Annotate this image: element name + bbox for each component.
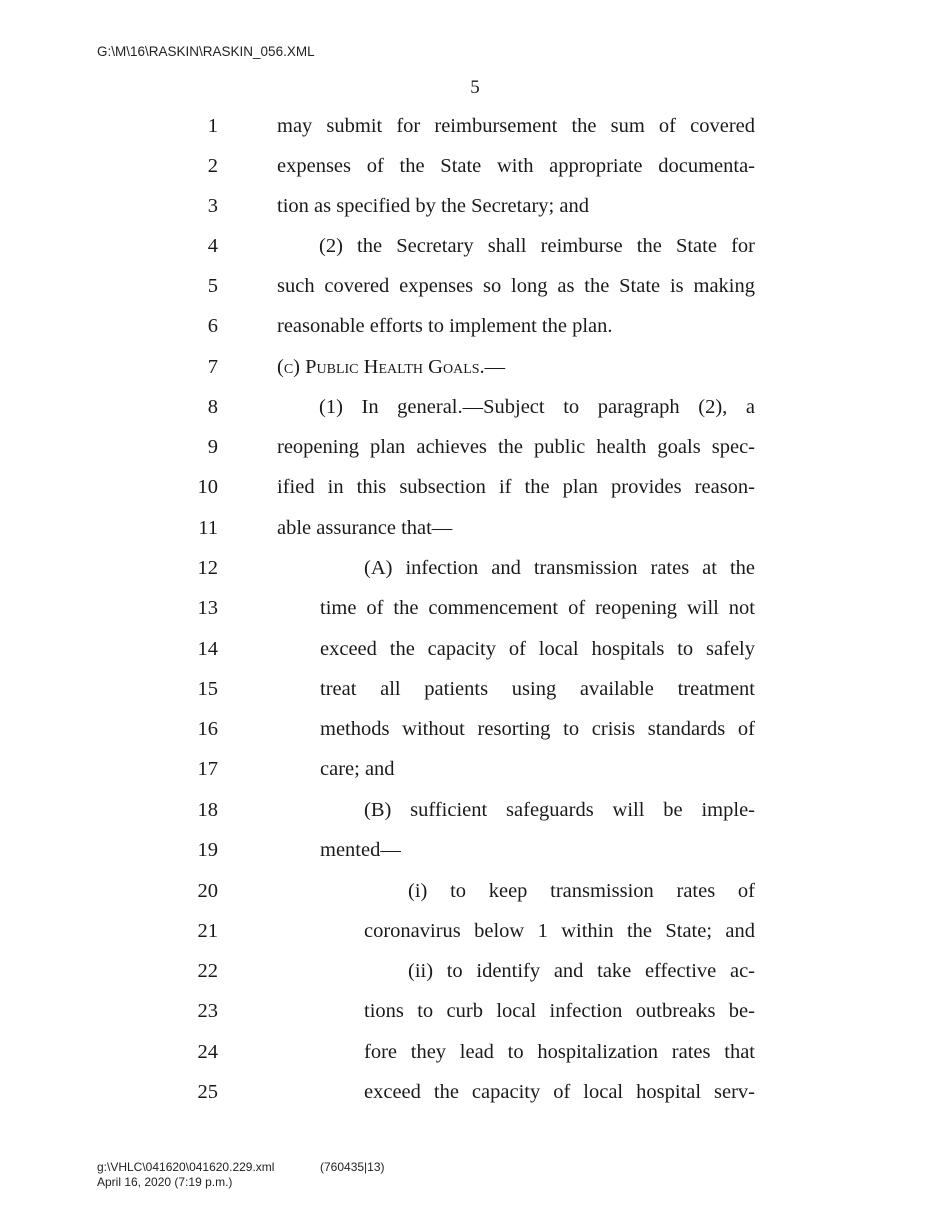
line-number: 21 — [197, 920, 218, 942]
text-line — [0, 553, 950, 583]
text-line — [0, 996, 950, 1026]
line-number: 5 — [207, 275, 218, 297]
line-text: (ii) to identify and take effective ac- — [408, 960, 755, 982]
line-number: 12 — [197, 557, 218, 579]
text-line — [0, 714, 950, 744]
page-number: 5 — [470, 77, 480, 98]
text-line — [0, 876, 950, 906]
line-text: treat all patients using available treatment — [320, 678, 755, 700]
footer-file-path: g:\VHLC\041620\041620.229.xml — [97, 1160, 275, 1174]
text-line — [0, 593, 950, 623]
text-line — [0, 352, 950, 382]
line-number: 3 — [207, 195, 218, 217]
line-text: (i) to keep transmission rates of — [408, 880, 755, 902]
line-text: (2) the Secretary shall reimburse the State for — [319, 235, 755, 257]
line-text: such covered expenses so long as the State is making — [277, 275, 755, 297]
text-line — [0, 674, 950, 704]
text-line — [0, 956, 950, 986]
line-text: tion as specified by the Secretary; and — [277, 195, 589, 217]
line-text: reasonable efforts to implement the plan. — [277, 315, 613, 337]
line-text: ified in this subsection if the plan provides reason- — [277, 476, 755, 498]
line-text: exceed the capacity of local hospital serv- — [364, 1081, 755, 1103]
line-number: 7 — [207, 356, 218, 378]
text-line — [0, 1037, 950, 1067]
footer-job-code: (760435|13) — [320, 1160, 385, 1174]
text-line — [0, 634, 950, 664]
line-text: may submit for reimbursement the sum of covered — [277, 115, 755, 137]
text-line — [0, 1077, 950, 1107]
text-line — [0, 231, 950, 261]
line-number: 22 — [197, 960, 218, 982]
line-text: (A) infection and transmission rates at the — [364, 557, 755, 579]
text-line — [0, 271, 950, 301]
text-line — [0, 311, 950, 341]
line-text: expenses of the State with appropriate documenta- — [277, 155, 755, 177]
line-number: 19 — [197, 839, 218, 861]
text-line — [0, 392, 950, 422]
line-number: 15 — [197, 678, 218, 700]
line-number: 17 — [197, 758, 218, 780]
line-number: 24 — [197, 1041, 218, 1063]
line-text: care; and — [320, 758, 395, 780]
line-text: reopening plan achieves the public health goals spec- — [277, 436, 755, 458]
footer-date: April 16, 2020 (7:19 p.m.) — [97, 1175, 233, 1189]
section-heading: (c) Public Health Goals.— — [277, 356, 506, 378]
line-text: tions to curb local infection outbreaks be- — [364, 1000, 755, 1022]
line-number: 25 — [197, 1081, 218, 1103]
line-text: coronavirus below 1 within the State; and — [364, 920, 755, 942]
line-text: exceed the capacity of local hospitals to safely — [320, 638, 755, 660]
page-footer — [97, 1160, 385, 1190]
line-number: 11 — [198, 517, 218, 539]
line-number: 9 — [207, 436, 218, 458]
line-text: (B) sufficient safeguards will be imple- — [364, 799, 755, 821]
line-number: 2 — [207, 155, 218, 177]
line-text: able assurance that— — [277, 517, 453, 539]
line-text: (1) In general.—Subject to paragraph (2), a — [319, 396, 755, 418]
text-line — [0, 472, 950, 502]
line-text: mented— — [320, 839, 401, 861]
line-text: time of the commencement of reopening will not — [320, 597, 755, 619]
line-text: methods without resorting to crisis standards of — [320, 718, 755, 740]
text-line — [0, 111, 950, 141]
text-line — [0, 513, 950, 543]
text-line — [0, 432, 950, 462]
line-number: 6 — [207, 315, 218, 337]
line-number: 13 — [197, 597, 218, 619]
line-number: 10 — [197, 476, 218, 498]
text-line — [0, 151, 950, 181]
line-number: 8 — [207, 396, 218, 418]
line-number: 4 — [207, 235, 218, 257]
line-number: 18 — [197, 799, 218, 821]
line-number: 14 — [197, 638, 218, 660]
text-line — [0, 191, 950, 221]
text-line — [0, 754, 950, 784]
line-text: fore they lead to hospitalization rates that — [364, 1041, 755, 1063]
text-line — [0, 795, 950, 825]
text-line — [0, 916, 950, 946]
line-number: 23 — [197, 1000, 218, 1022]
line-number: 20 — [197, 880, 218, 902]
text-line — [0, 835, 950, 865]
line-number: 1 — [207, 115, 218, 137]
header-file-path: G:\M\16\RASKIN\RASKIN_056.XML — [97, 44, 315, 59]
line-number: 16 — [197, 718, 218, 740]
